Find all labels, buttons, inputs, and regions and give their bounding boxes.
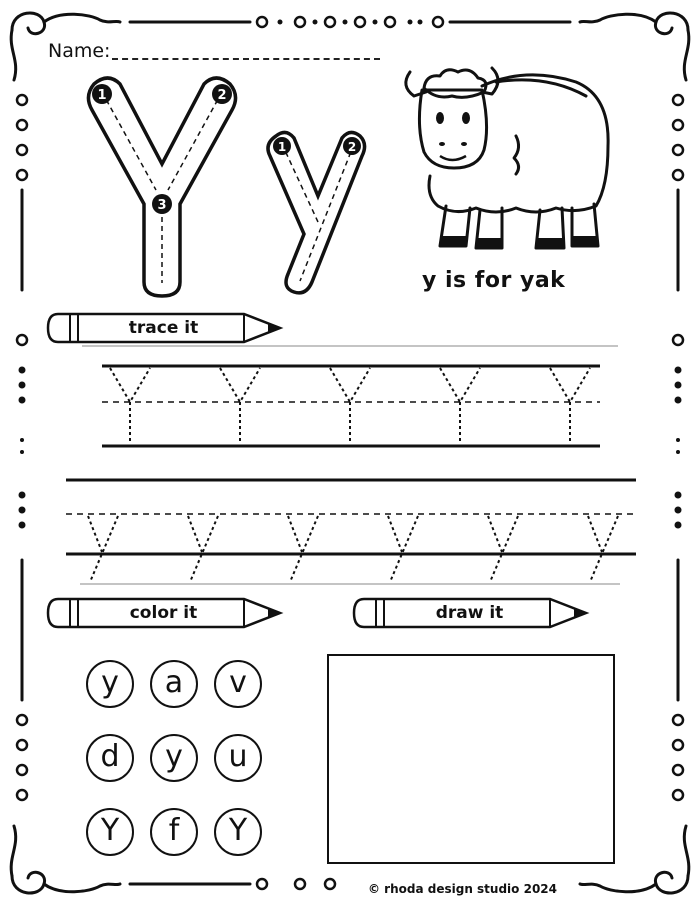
trace-letter-lowercase-y xyxy=(188,516,218,582)
draw-it-label: draw it xyxy=(435,603,504,623)
trace-letter-lowercase-y xyxy=(88,516,118,582)
trace-letter-lowercase-y xyxy=(488,516,518,582)
trace-letter-uppercase-y xyxy=(440,368,480,444)
draw-it-pencil xyxy=(352,596,592,630)
name-input-line[interactable] xyxy=(112,58,380,60)
letter-circle[interactable]: a xyxy=(150,660,198,708)
letter-circle[interactable]: v xyxy=(214,660,262,708)
letter-circle[interactable]: d xyxy=(86,734,134,782)
trace-letter-uppercase-y xyxy=(110,368,150,444)
stroke-number-2: 2 xyxy=(347,140,357,154)
lowercase-y-trace-guide xyxy=(262,126,374,300)
uppercase-y-trace-guide xyxy=(72,68,252,300)
letter-circle[interactable]: y xyxy=(150,734,198,782)
stroke-number-1: 1 xyxy=(277,140,287,154)
stroke-number-1: 1 xyxy=(97,88,107,103)
trace-it-label: trace it xyxy=(128,318,199,338)
trace-row-lowercase xyxy=(60,474,640,586)
stroke-number-3: 3 xyxy=(157,198,167,213)
trace-letter-uppercase-y xyxy=(550,368,590,444)
trace-letter-uppercase-y xyxy=(330,368,370,444)
letter-circle[interactable]: f xyxy=(150,808,198,856)
picture-caption: y is for yak xyxy=(422,268,566,293)
letter-circle[interactable]: Y xyxy=(214,808,262,856)
color-it-pencil xyxy=(46,596,286,630)
letter-circle[interactable]: y xyxy=(86,660,134,708)
trace-row-uppercase xyxy=(80,344,620,454)
letter-circle[interactable]: u xyxy=(214,734,262,782)
drawing-area[interactable] xyxy=(327,654,615,864)
trace-letter-uppercase-y xyxy=(220,368,260,444)
copyright-footer: © rhoda design studio 2024 xyxy=(368,882,557,896)
name-label: Name: xyxy=(48,40,111,62)
yak-illustration xyxy=(396,56,626,266)
letter-circle[interactable]: Y xyxy=(86,808,134,856)
color-it-label: color it xyxy=(129,603,198,623)
trace-letter-lowercase-y xyxy=(388,516,418,582)
stroke-number-2: 2 xyxy=(217,88,227,103)
trace-it-pencil xyxy=(46,311,286,345)
trace-letter-lowercase-y xyxy=(588,516,618,582)
trace-letter-lowercase-y xyxy=(288,516,318,582)
